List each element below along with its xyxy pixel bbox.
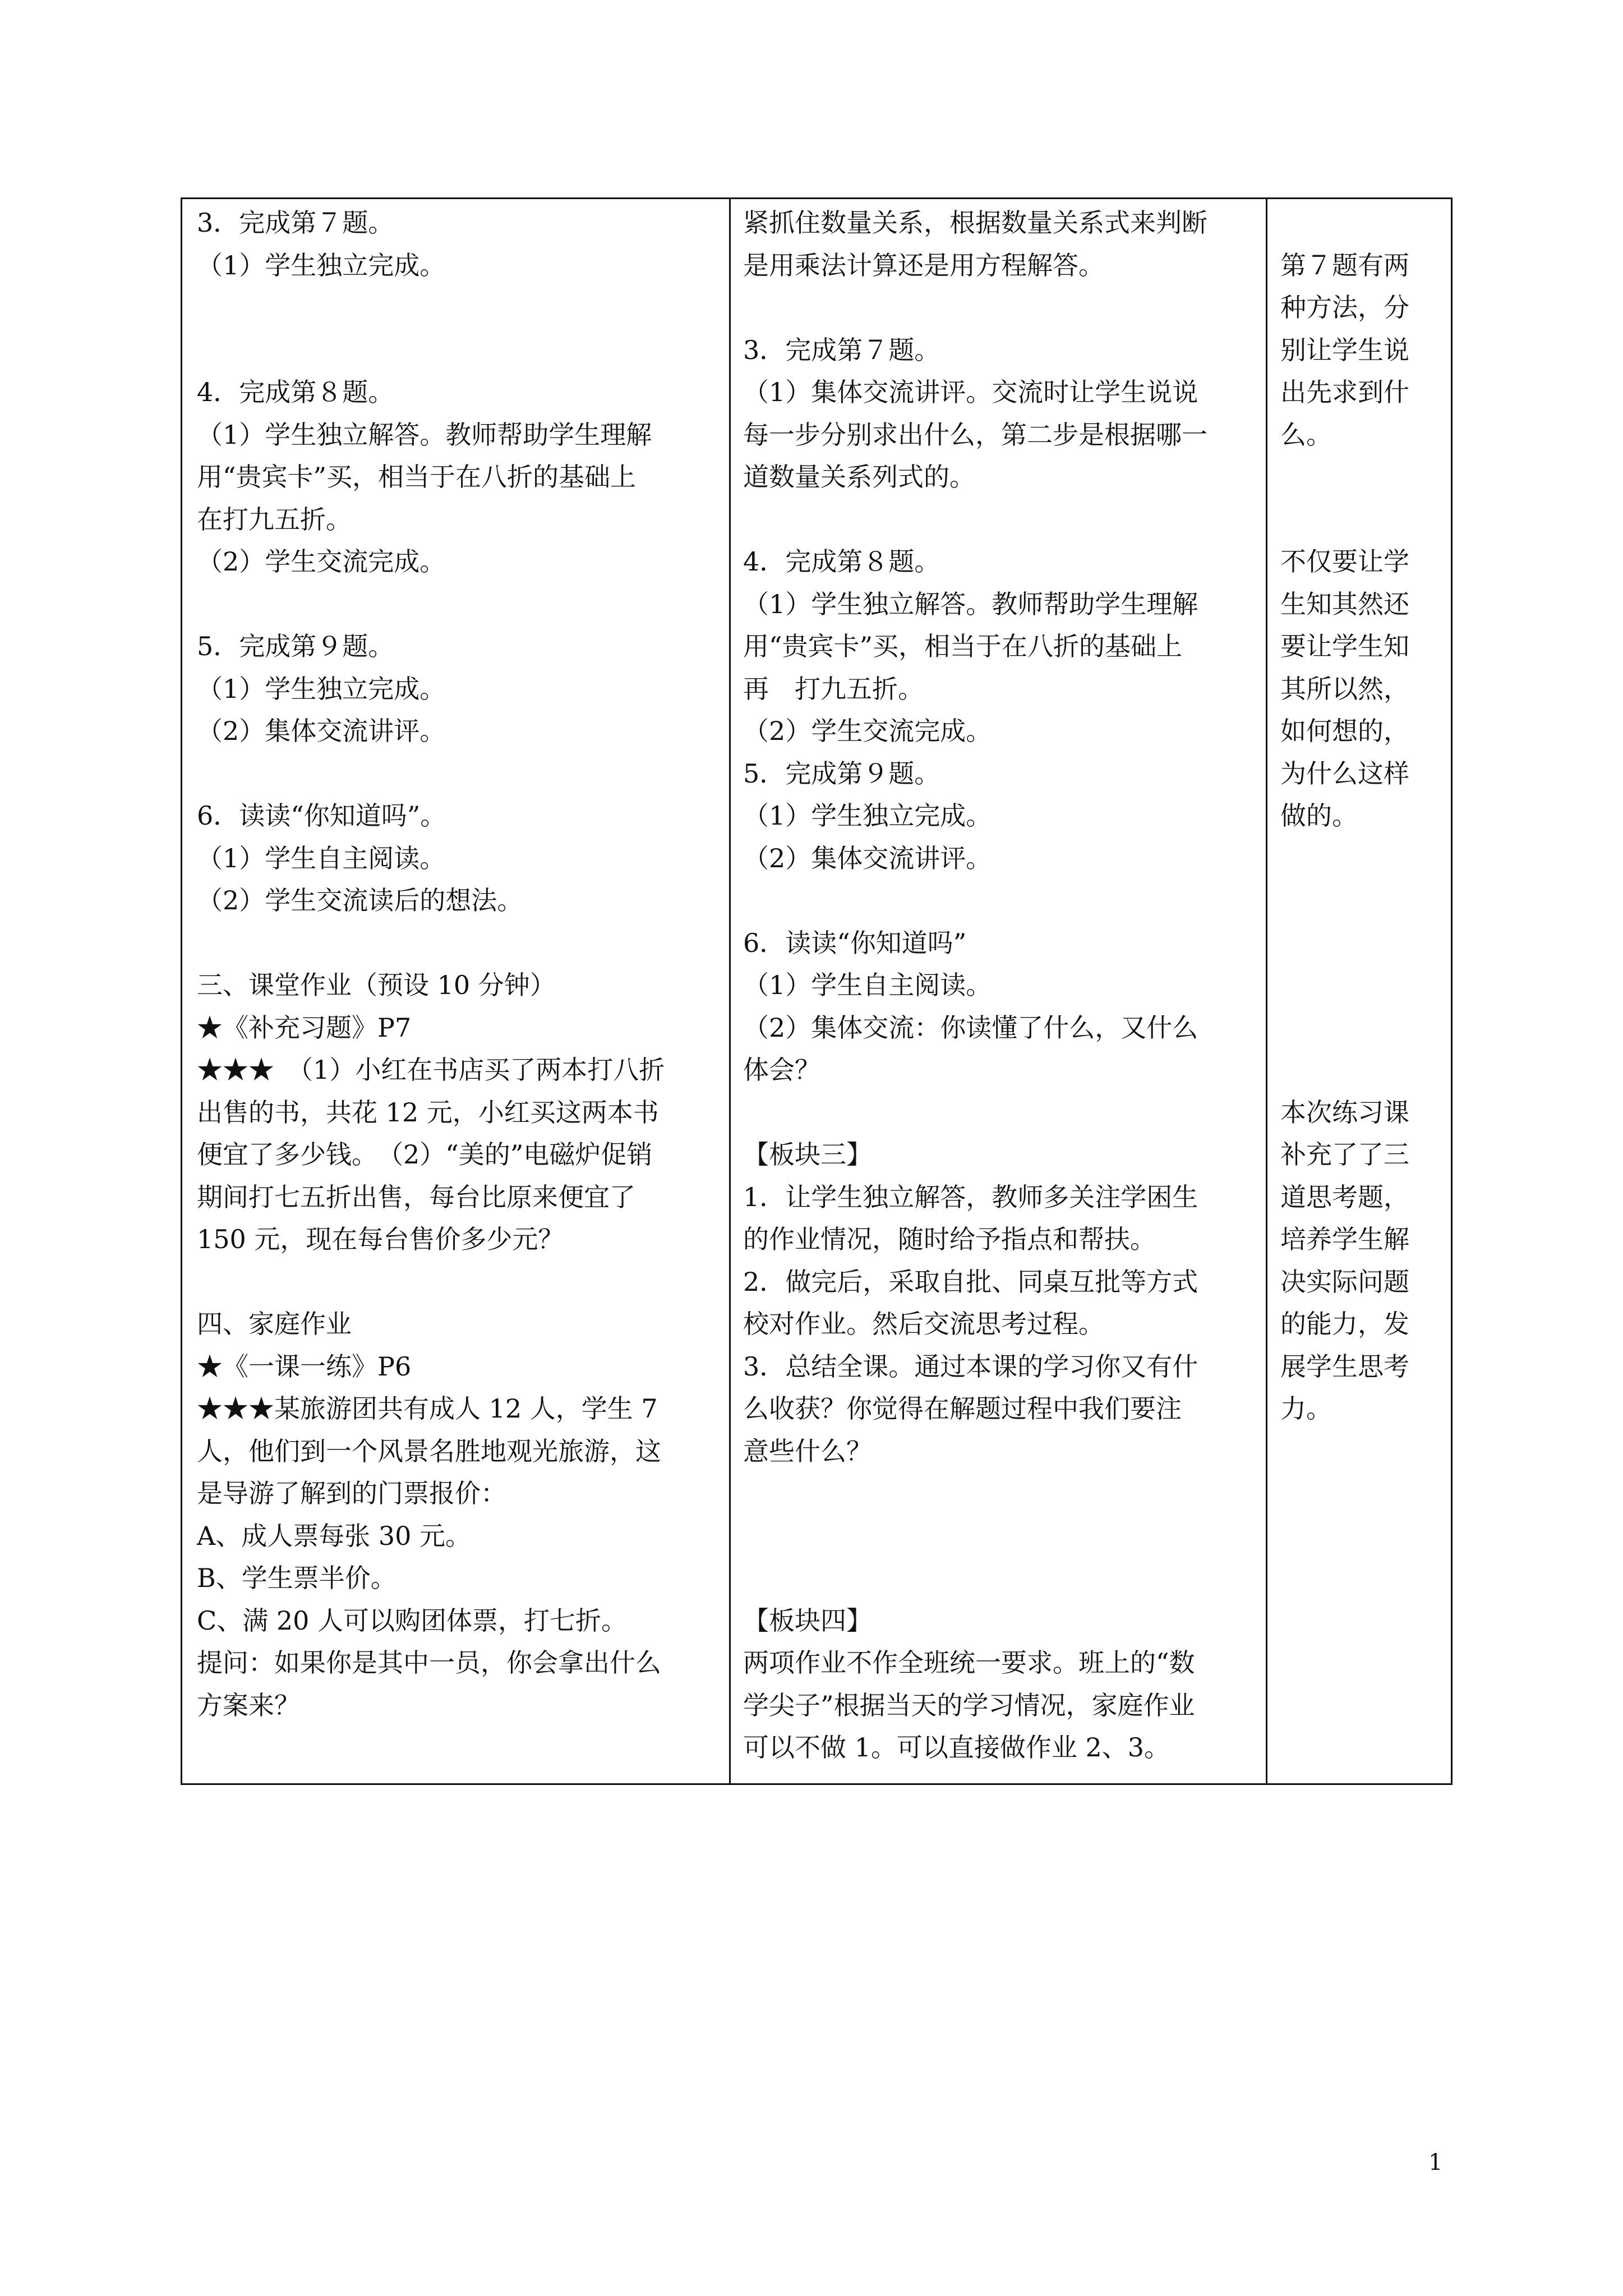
text-line: 6．读读“你知道吗”。 xyxy=(197,800,446,831)
text-line: 校对作业。然后交流思考过程。 xyxy=(743,1309,1104,1339)
text-line: 做的。 xyxy=(1280,800,1358,831)
text-line: （2）学生交流读后的想法。 xyxy=(197,885,523,915)
text-line: 不仅要让学 xyxy=(1280,546,1409,577)
text-line: 4．完成第８题。 xyxy=(197,377,394,407)
text-line: 是用乘法计算还是用方程解答。 xyxy=(743,250,1104,280)
text-line: 的能力，发 xyxy=(1280,1309,1409,1339)
text-line: ★《补充习题》P7 xyxy=(197,1012,412,1043)
text-line: 方案来？ xyxy=(197,1690,300,1720)
text-line: 展学生思考 xyxy=(1280,1351,1409,1382)
text-line: 3．总结全课。通过本课的学习你又有什 xyxy=(743,1351,1198,1382)
text-line: 期间打七五折出售，每台比原来便宜了 xyxy=(197,1181,635,1212)
text-line: 道思考题， xyxy=(1280,1181,1409,1212)
text-line: 可以不做 1。可以直接做作业 2、3。 xyxy=(743,1732,1170,1763)
text-line: 么收获？你觉得在解题过程中我们要注 xyxy=(743,1393,1182,1424)
text-line: 四、家庭作业 xyxy=(197,1309,352,1339)
text-line: （1）学生自主阅读。 xyxy=(743,970,992,1000)
text-line: C、满 20 人可以购团体票，打七折。 xyxy=(197,1605,627,1636)
text-line: 4．完成第８题。 xyxy=(743,546,940,577)
text-line: （1）学生独立完成。 xyxy=(197,250,446,280)
text-line: 在打九五折。 xyxy=(197,504,352,535)
text-line: 本次练习课 xyxy=(1280,1097,1409,1128)
text-line: 培养学生解 xyxy=(1280,1224,1409,1254)
text-line: 力。 xyxy=(1280,1393,1332,1424)
text-line: 5．完成第９题。 xyxy=(197,631,394,661)
text-line: 体会？ xyxy=(743,1055,820,1085)
page-number: 1 xyxy=(1428,2150,1443,2175)
text-line: 紧抓住数量关系，根据数量关系式来判断 xyxy=(743,208,1207,238)
text-line: 两项作业不作全班统一要求。班上的“数 xyxy=(743,1648,1195,1678)
text-line: 【板块三】 xyxy=(743,1139,872,1170)
text-line: 是导游了解到的门票报价： xyxy=(197,1478,506,1508)
text-line: 三、课堂作业（预设 10 分钟） xyxy=(197,970,556,1000)
text-line: 6．读读“你知道吗” xyxy=(743,927,967,958)
text-line: 人，他们到一个风景名胜地观光旅游，这 xyxy=(197,1435,661,1466)
text-line: 再 打九五折。 xyxy=(743,673,924,704)
text-line: ★★★某旅游团共有成人 12 人，学生 7 xyxy=(197,1393,658,1424)
text-line: 学尖子”根据当天的学习情况，家庭作业 xyxy=(743,1690,1195,1720)
text-line: （2）集体交流讲评。 xyxy=(743,843,992,873)
text-line: 150 元，现在每台售价多少元？ xyxy=(197,1224,564,1254)
text-line: 补充了了三 xyxy=(1280,1139,1409,1170)
text-line: 要让学生知 xyxy=(1280,631,1409,661)
column-divider xyxy=(729,199,731,1783)
text-line: 别让学生说 xyxy=(1280,334,1409,365)
column-divider xyxy=(1266,199,1267,1783)
text-line: 3．完成第７题。 xyxy=(743,334,940,365)
text-line: 【板块四】 xyxy=(743,1605,872,1636)
text-line: 的作业情况，随时给予指点和帮扶。 xyxy=(743,1224,1156,1254)
text-line: 生知其然还 xyxy=(1280,588,1409,619)
text-line: （1）学生自主阅读。 xyxy=(197,843,446,873)
lesson-table xyxy=(181,197,1453,1785)
text-line: 5．完成第９题。 xyxy=(743,758,940,789)
text-line: （2）学生交流完成。 xyxy=(197,546,446,577)
text-line: 用“贵宾卡”买，相当于在八折的基础上 xyxy=(743,631,1183,661)
text-line: 每一步分别求出什么，第二步是根据哪一 xyxy=(743,419,1207,450)
text-line: （2）学生交流完成。 xyxy=(743,716,992,746)
text-line: （2）集体交流讲评。 xyxy=(197,716,446,746)
text-line: 2．做完后，采取自批、同桌互批等方式 xyxy=(743,1266,1198,1297)
text-line: B、学生票半价。 xyxy=(197,1563,396,1593)
text-line: A、成人票每张 30 元。 xyxy=(197,1520,471,1551)
text-line: 其所以然， xyxy=(1280,673,1409,704)
text-line: 3．完成第７题。 xyxy=(197,208,394,238)
text-line: 出售的书，共花 12 元，小红买这两本书 xyxy=(197,1097,659,1128)
text-line: 为什么这样 xyxy=(1280,758,1409,789)
text-line: 决实际问题 xyxy=(1280,1266,1409,1297)
text-line: 第７题有两 xyxy=(1280,250,1409,280)
text-line: ★★★ （1）小红在书店买了两本打八折 xyxy=(197,1055,665,1085)
text-line: （1）学生独立完成。 xyxy=(197,673,446,704)
text-line: 道数量关系列式的。 xyxy=(743,462,975,492)
text-line: 种方法，分 xyxy=(1280,292,1409,323)
text-line: （1）学生独立完成。 xyxy=(743,800,992,831)
text-line: 如何想的， xyxy=(1280,716,1409,746)
text-line: 便宜了多少钱。 （2）“美的”电磁炉促销 xyxy=(197,1139,653,1170)
text-line: 用“贵宾卡”买，相当于在八折的基础上 xyxy=(197,462,637,492)
text-line: （1）学生独立解答。教师帮助学生理解 xyxy=(197,419,652,450)
text-line: 出先求到什 xyxy=(1280,377,1409,407)
text-line: （2）集体交流：你读懂了什么，又什么 xyxy=(743,1012,1198,1043)
text-line: （1）集体交流讲评。交流时让学生说说 xyxy=(743,377,1198,407)
text-line: （1）学生独立解答。教师帮助学生理解 xyxy=(743,588,1198,619)
text-line: 么。 xyxy=(1280,419,1332,450)
text-line: 意些什么？ xyxy=(743,1435,872,1466)
text-line: ★《一课一练》P6 xyxy=(197,1351,412,1382)
text-line: 1．让学生独立解答，教师多关注学困生 xyxy=(743,1181,1198,1212)
text-line: 提问：如果你是其中一员，你会拿出什么 xyxy=(197,1648,661,1678)
